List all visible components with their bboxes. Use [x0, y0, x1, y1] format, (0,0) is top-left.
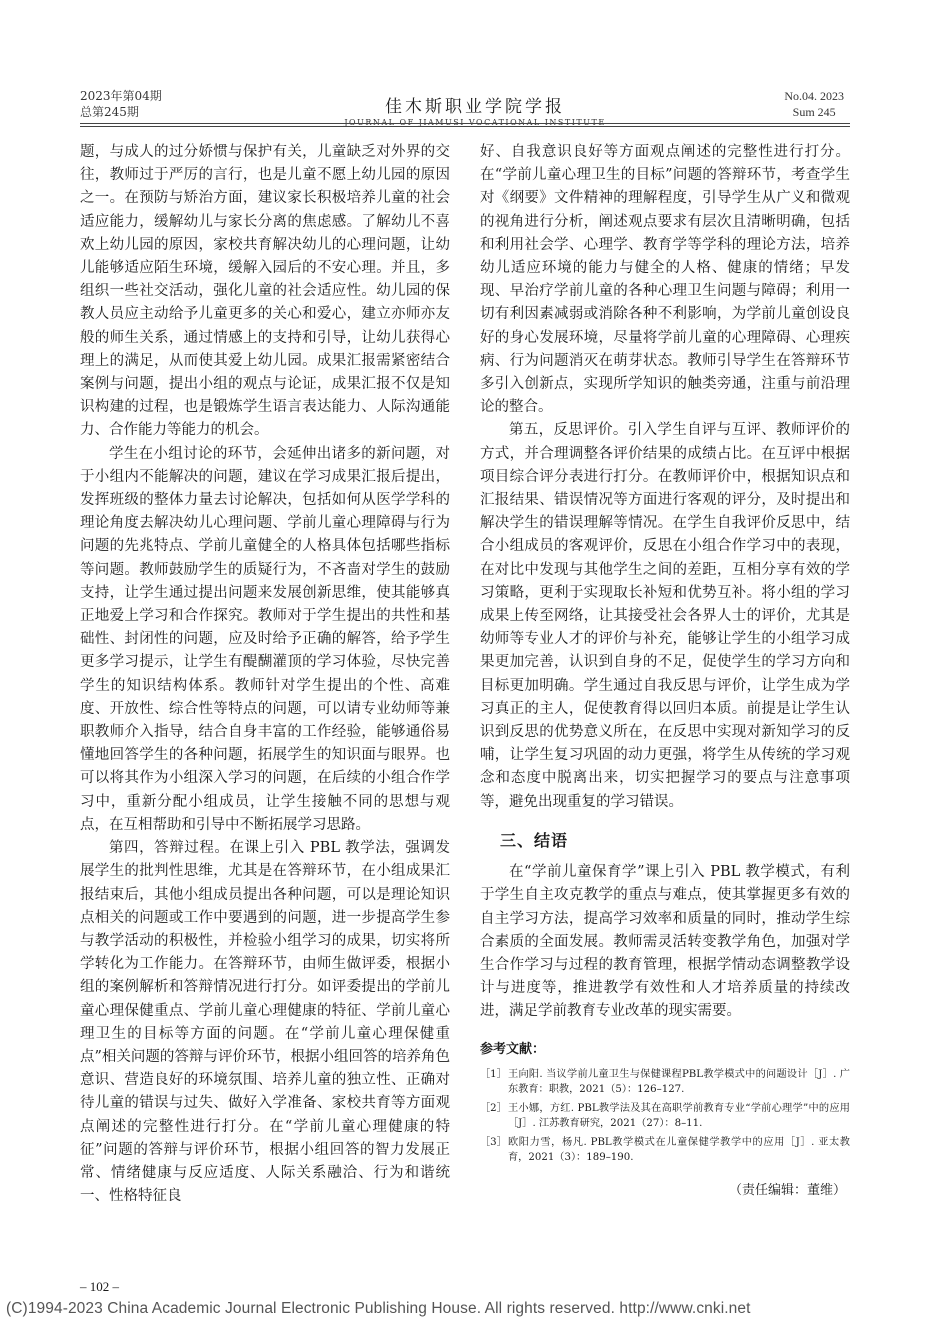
right-paragraph-1: 好、自我意识良好等方面观点阐述的完整性进行打分。在“学前儿童心理卫生的目标”问题的答辩环节，考查学生对《纲要》文件精神的理解程度，引导学生从广义和微观的视角进行分析，阐述观点要求有层次且清晰明确，包括和利用社会学、心理学、教育学等学科的理论方法，培养幼儿适应环境的能力与健全的人格、健康的情绪；早发现、早治疗学前儿童的各种心理卫生问题与障碍；利用一切有利因素减弱或消除各种不利影响，为学前儿童创设良好的身心发展环境，尽量将学前儿童的心理障碍、心理疾病、行为问题消灭在萌芽状态。教师引导学生在答辩环节多引入创新点，实现所学知识的触类旁通，注重与前沿理论的整合。 [480, 144, 850, 416]
reference-item [480, 1101, 850, 1131]
header-issue-number-en: No.04. 2023 [784, 89, 844, 103]
journal-title: 佳木斯职业学院学报 [385, 97, 565, 117]
section-title-conclusion: 三、结语 [500, 830, 569, 850]
left-paragraph-3: 第四，答辩过程。在课上引入 PBL 教学法，强调发展学生的批判性思维，尤其是在答辩环节，在小组成果汇报结束后，其他小组成员提出各种问题，可以是理论知识点相关的问题或工作中要遇到的问题，进一步提高学生参与教学活动的积极性，并检验小组学习的成果，切实将所学转化为工作能力。在答辩环节，由师生做评委，根据小组的案例解析和答辩情况进行打分。如评委提出的学前儿童心理保健重点、学前儿童心理健康的特征、学前儿童心理卫生的目标等方面的问题。在“学前儿童心理保健重点”相关问题的答辩与评价环节，根据小组回答的培养角色意识、营造良好的环境氛围、培养儿童的独立性、正确对待儿童的错误与过失、做好入学准备、家校共育等方面观点阐述的完整性进行打分。在“学前儿童心理健康的特征”问题的答辩与评价环节，根据小组回答的智力发展正常、情绪健康与反应适度、人际关系融洽、行为和谐统一、性格特征良 [80, 840, 450, 1205]
copyright-notice: (C)1994-2023 China Academic Journal Electronic Publishing House. All rights reserved. http://www.cnki.net [6, 1300, 751, 1317]
conclusion-paragraph: 在“学前儿童保育学”课上引入 PBL 教学模式，有利于学生自主攻克教学的重点与难点，使其掌握更多有效的自主学习方法，提高学习效率和质量的同时，推动学生综合素质的全面发展。教师需灵活转变教学角色，加强对学生合作学习与过程的教育管理，根据学情动态调整教学设计与进度等，推进教学有效性和人才培养质量的持续改进，满足学前教育专业改革的现实需要。 [480, 864, 850, 1020]
header-sum-en: Sum 245 [792, 105, 836, 119]
reference-item [480, 1067, 850, 1097]
header-issue-cn: 2023年第04期 [80, 89, 162, 103]
right-paragraph-2: 第五，反思评价。引入学生自评与互评、教师评价的方式，并合理调整各评价结果的成绩占比。在互评中根据项目综合评分表进行打分。在教师评价中，根据知识点和汇报结果、错误情况等方面进行客观的评分，及时提出和解决学生的错误理解等情况。在学生自我评价反思中，结合小组成员的客观评价，反思在小组合作学习中的表现，在对比中发现与其他学生之间的差距，互相分享有效的学习策略，更利于实现取长补短和优势互补。将小组的学习成果上传至网络，让其接受社会各界人士的评价，尤其是幼师等专业人才的评价与补充，能够让学生的小组学习成果更加完善，认识到自身的不足，促使学生的学习方向和目标更加明确。学生通过自我反思与评价，让学生成为学习真正的主人，促使教育得以回归本质。前提是让学生认识到反思的优势意义所在，在反思中实现对新知学习的反哺，让学生复习巩固的动力更强，将学生从传统的学习观念和态度中脱离出来，切实把握学习的要点与注意事项等，避免出现重复的学习错误。 [480, 422, 850, 810]
responsible-editor: （责任编辑：董维） [728, 1182, 846, 1198]
reference-number: ［3］ [480, 1136, 507, 1148]
header-rule [80, 123, 850, 127]
left-paragraph-1: 题，与成人的过分娇惯与保护有关，儿童缺乏对外界的交往，教师过于严厉的言行，也是儿童不愿上幼儿园的原因之一。在预防与矫治方面，建议家长积极培养儿童的社会适应能力，缓解幼儿与家长分离的焦虑感。了解幼儿不喜欢上幼儿园的原因，家校共育解决幼儿的心理问题，让幼儿能够适应陌生环境，缓解入园后的不安心理。并且，多组织一些社交活动，强化儿童的社会适应性。幼儿园的保教人员应主动给予儿童更多的关心和爱心，建立亦师亦友般的师生关系，通过情感上的支持和引导，让幼儿获得心理上的满足，从而使其爱上幼儿园。成果汇报需紧密结合案例与问题，提出小组的观点与论证，成果汇报不仅是知识构建的过程，也是锻炼学生语言表达能力、人际沟通能力、合作能力等能力的机会。 [80, 144, 450, 439]
reference-item [480, 1135, 850, 1165]
header-total-cn: 总第245期 [80, 105, 139, 119]
left-column [80, 141, 450, 1208]
reference-text: 王向阳. 当议学前儿童卫生与保健课程PBL教学模式中的问题设计［J］. 广东教育：职教，2021（5）：126–127. [508, 1068, 850, 1095]
right-column [480, 141, 850, 1202]
page-number: – 102 – [80, 1279, 119, 1294]
journal-title-en: JOURNAL OF JIAMUSI VOCATIONAL INSTITUTE [344, 118, 606, 127]
reference-number: ［2］ [480, 1102, 507, 1114]
reference-text: 王小娜，方红. PBL教学法及其在高职学前教育专业“学前心理学”中的应用［J］. 江苏教育研究，2021（27）：8–11. [508, 1102, 850, 1129]
reference-number: ［1］ [480, 1068, 507, 1080]
header-issue-en [784, 88, 844, 120]
references-title: 参考文献： [480, 1041, 546, 1057]
left-paragraph-2: 学生在小组讨论的环节，会延伸出诸多的新问题，对于小组内不能解决的问题，建议在学习成果汇报后提出，发挥班级的整体力量去讨论解决，包括如何从医学学科的理论角度去解决幼儿心理问题、学前儿童心理障碍与行为问题的先兆特点、学前儿童健全的人格具体包括哪些指标等问题。教师鼓励学生的质疑行为，不吝啬对学生的鼓励支持，让学生通过提出问题来发展创新思维，使其能够真正地爱上学习和合作探究。教师对于学生提出的共性和基础性、封闭性的问题，应及时给予正确的解答，给予学生更多学习提示，让学生有醍醐灌顶的学习体验，尽快完善学生的知识结构体系。教师针对学生提出的个性、高难度、开放性、综合性等特点的问题，可以请专业幼师等兼职教师介入指导，结合自身丰富的工作经验，能够通俗易懂地回答学生的各种问题，拓展学生的知识面与眼界。也可以将其作为小组深入学习的问题，在后续的小组合作学习中，重新分配小组成员，让学生接触不同的思想与观点，在互相帮助和引导中不断拓展学习思路。 [80, 445, 450, 833]
reference-text: 欧阳力雪，杨凡. PBL教学模式在儿童保健学教学中的应用［J］. 亚太教育，2021（3）：189–190. [508, 1136, 850, 1163]
